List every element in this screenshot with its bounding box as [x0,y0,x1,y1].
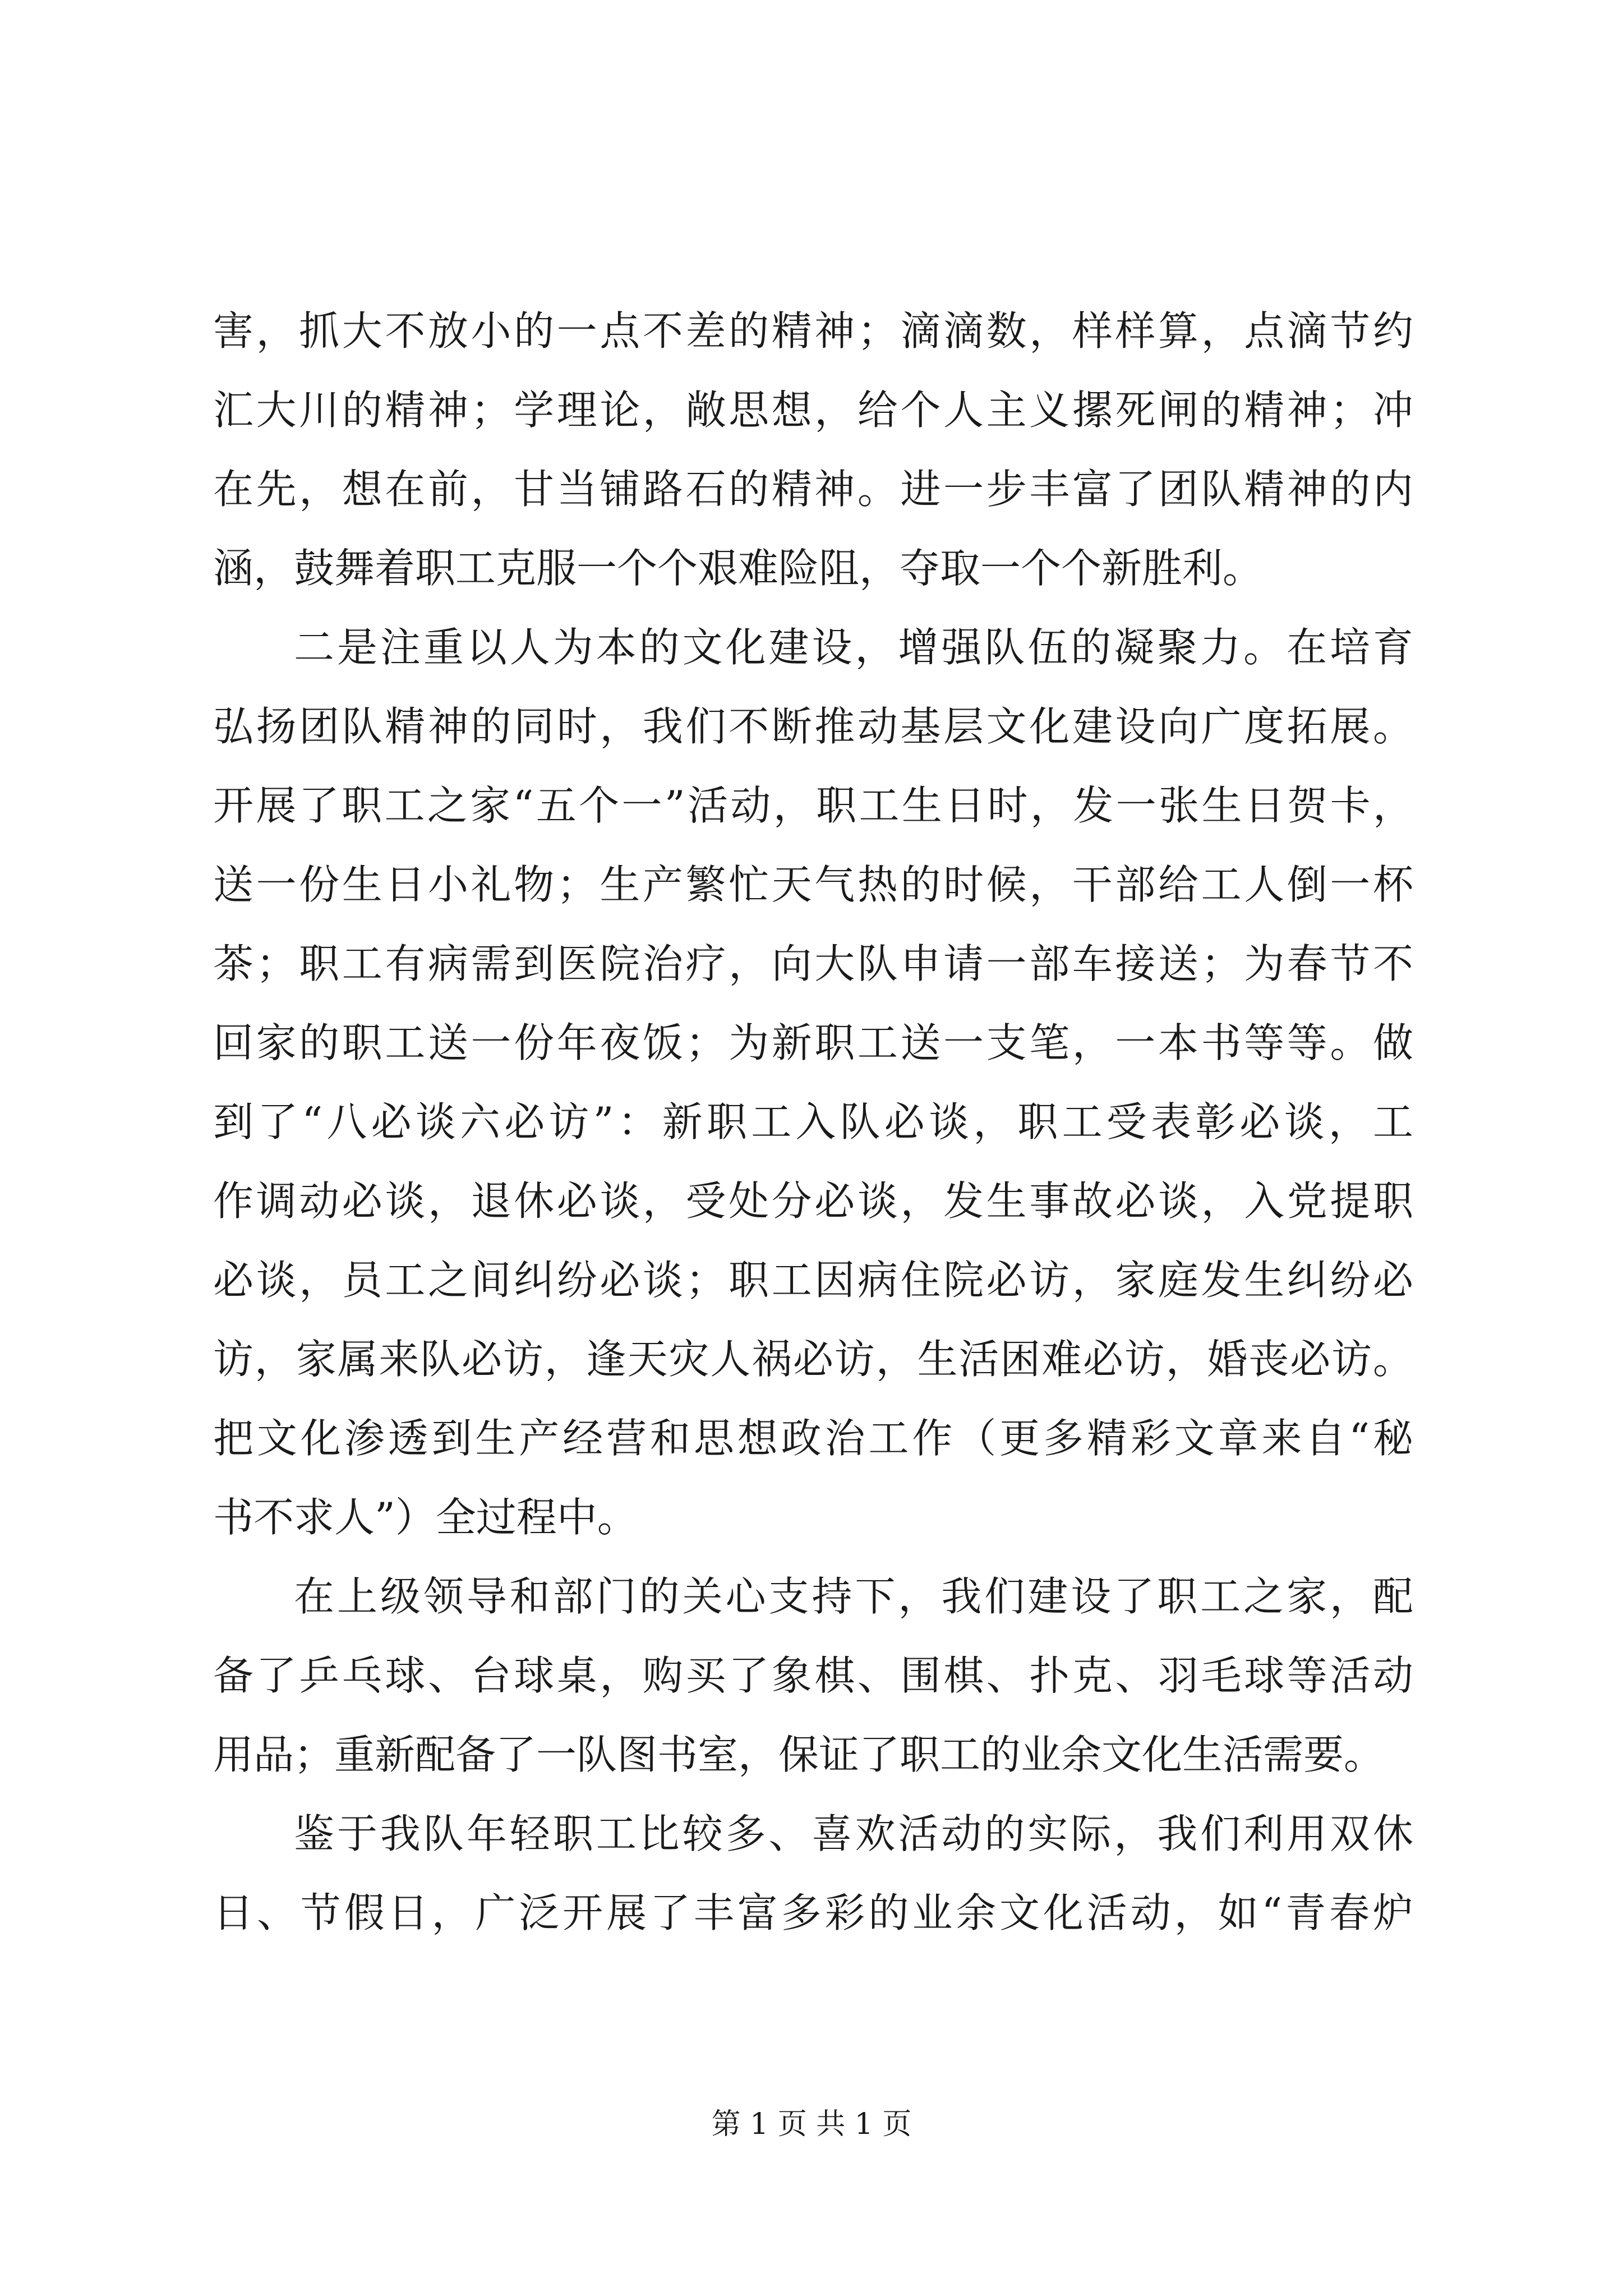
text-line: 弘扬团队精神的同时，我们不断推动基层文化建设向广度拓展。 [213,703,1413,750]
text-line: 书不求人”）全过程中。 [213,1494,638,1541]
text-line: 害，抓大不放小的一点不差的精神；滴滴数，样样算，点滴节约 [213,307,1413,355]
paragraph-workers-home [213,1557,1413,1795]
text-line: 在先，想在前，甘当铺路石的精神。进一步丰富了团队精神的内 [213,466,1413,513]
text-line: 涵，鼓舞着职工克服一个个艰难险阻，夺取一个个新胜利。 [213,545,1264,592]
paragraph-culture-building [213,608,1413,1557]
document-body [213,292,1413,1953]
text-line: 必谈，员工之间纠纷必谈；职工因病住院必访，家庭发生纠纷必 [213,1257,1413,1304]
text-line: 到了“八必谈六必访”：新职工入队必谈，职工受表彰必谈，工 [213,1098,1413,1145]
text-line: 访，家属来队必访，逢天灾人祸必访，生活困难必访，婚丧必访。 [213,1336,1413,1383]
text-line: 汇大川的精神；学理论，敞思想，给个人主义摞死闸的精神；冲 [213,386,1413,434]
text-line: 把文化渗透到生产经营和思想政治工作（更多精彩文章来自“秘 [213,1415,1413,1462]
page-footer: 第 1 页 共 1 页 [711,2108,912,2141]
text-line: 茶；职工有病需到医院治疗，向大队申请一部车接送；为春节不 [213,940,1413,987]
paragraph-team-spirit [213,292,1413,608]
text-line: 开展了职工之家“五个一”活动，职工生日时，发一张生日贺卡， [213,782,1413,829]
text-line: 日、节假日，广泛开展了丰富多彩的业余文化活动，如“青春炉 [213,1889,1413,1936]
text-line: 鉴于我队年轻职工比较多、喜欢活动的实际，我们利用双休 [294,1810,1413,1857]
paragraph-leisure-activities [213,1795,1413,1953]
text-line: 作调动必谈，退休必谈，受处分必谈，发生事故必谈，入党提职 [213,1177,1413,1225]
text-line: 在上级领导和部门的关心支持下，我们建设了职工之家，配 [294,1573,1413,1620]
text-line: 用品；重新配备了一队图书室，保证了职工的业余文化生活需要。 [213,1731,1385,1778]
text-line: 送一份生日小礼物；生产繁忙天气热的时候，干部给工人倒一杯 [213,861,1413,908]
text-line: 回家的职工送一份年夜饭；为新职工送一支笔，一本书等等。做 [213,1019,1413,1066]
text-line: 备了乒乓球、台球桌，购买了象棋、围棋、扑克、羽毛球等活动 [213,1652,1413,1699]
text-line: 二是注重以人为本的文化建设，增强队伍的凝聚力。在培育 [294,624,1413,671]
